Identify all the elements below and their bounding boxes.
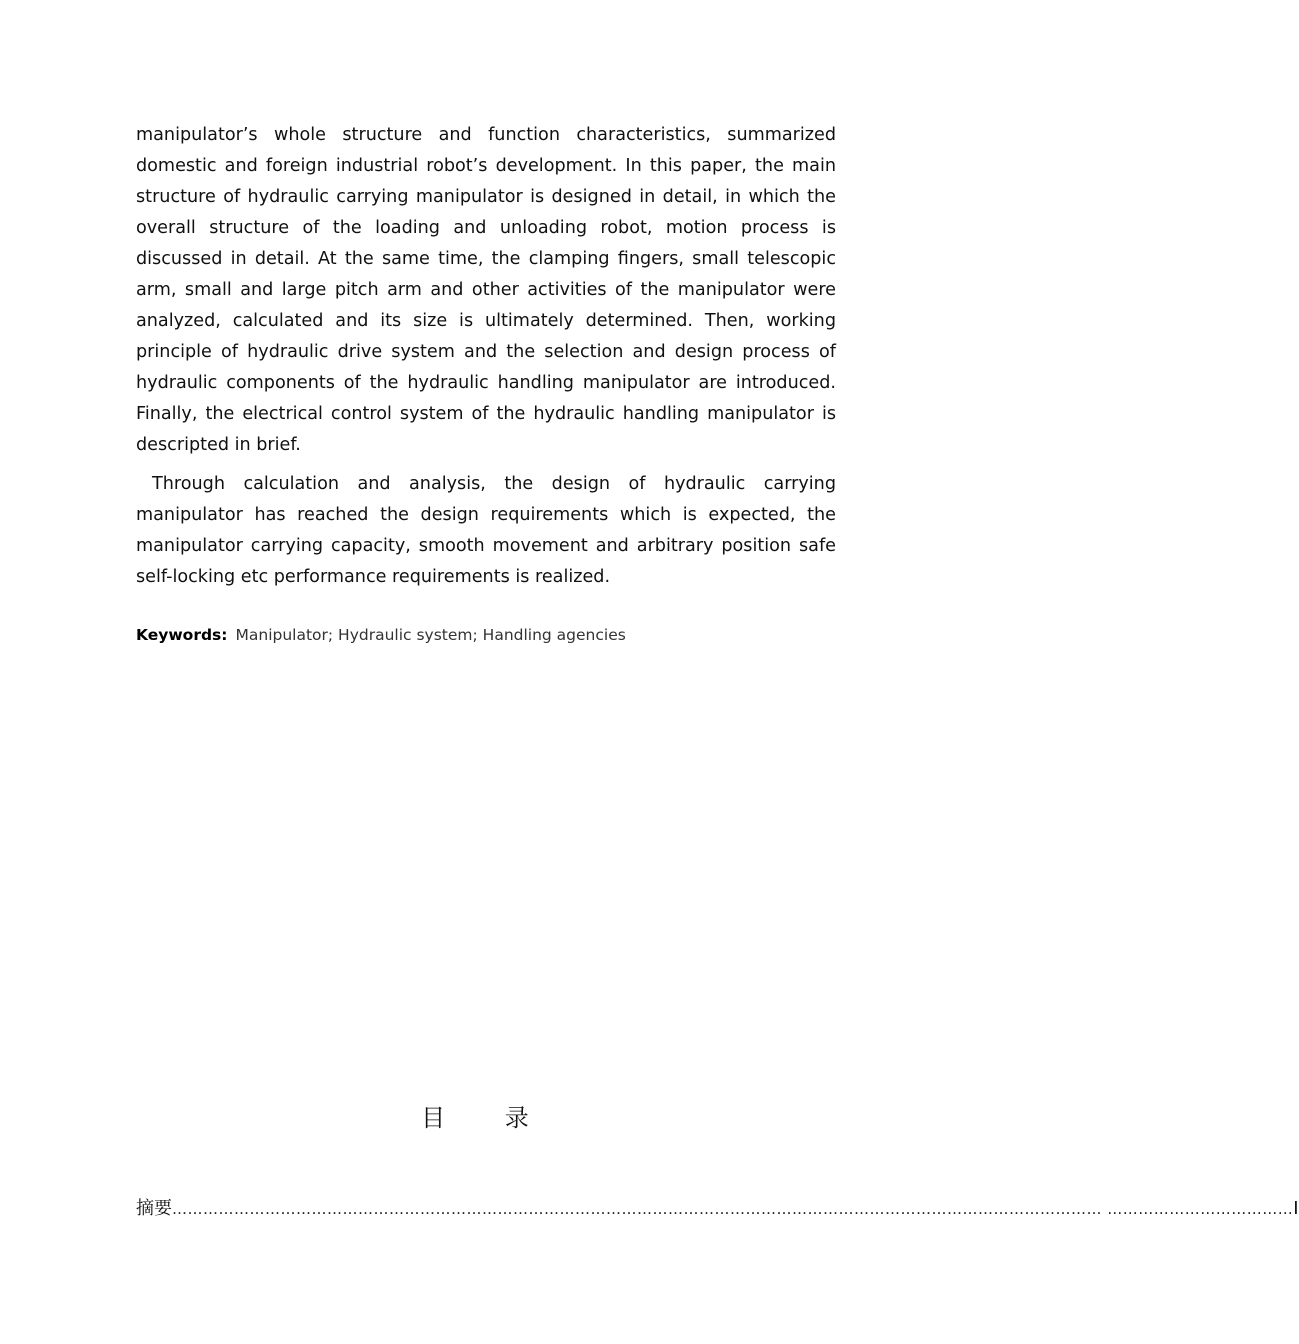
keywords-separator: : [221, 626, 228, 644]
abstract-body [136, 120, 836, 593]
abstract-paragraph-1: manipulator’s whole structure and function characteristics, summarized domestic and foreign industrial robot’s development. In this paper, the main structure of hydraulic carrying manipulator is designed in detail, in which the overall structure of the loading and unloading robot, motion process is discussed in detail. At the same time, the clamping fingers, small telescopic arm, small and large pitch arm and other activities of the manipulator were analyzed, calculated and its size is ultimately determined. Then, working principle of hydraulic drive system and the selection and design process of hydraulic components of the hydraulic handling manipulator are introduced. Finally, the electrical control system of the hydraulic handling manipulator is descripted in brief. [136, 125, 836, 455]
toc-entry-leader: ……………………………………………………………………………………………………………………………………………………………… ……………………………… [172, 1200, 1294, 1218]
abstract-paragraph-2: Through calculation and analysis, the design of hydraulic carrying manipulator has reached the design requirements which is expected, the manipulator carrying capacity, smooth movement and arbitrary position safe self-locking etc performance requirements is realized. [136, 474, 836, 587]
keywords-text: Manipulator; Hydraulic system; Handling agencies [235, 626, 626, 644]
keywords-line [136, 624, 836, 646]
toc-entry-label: 摘要 [136, 1198, 172, 1219]
toc-entry-page: I [1293, 1198, 1299, 1219]
toc-entry[interactable] [136, 1195, 1299, 1223]
toc-title: 目 录 [421, 1104, 555, 1132]
keywords-label: Keywords [136, 626, 222, 644]
